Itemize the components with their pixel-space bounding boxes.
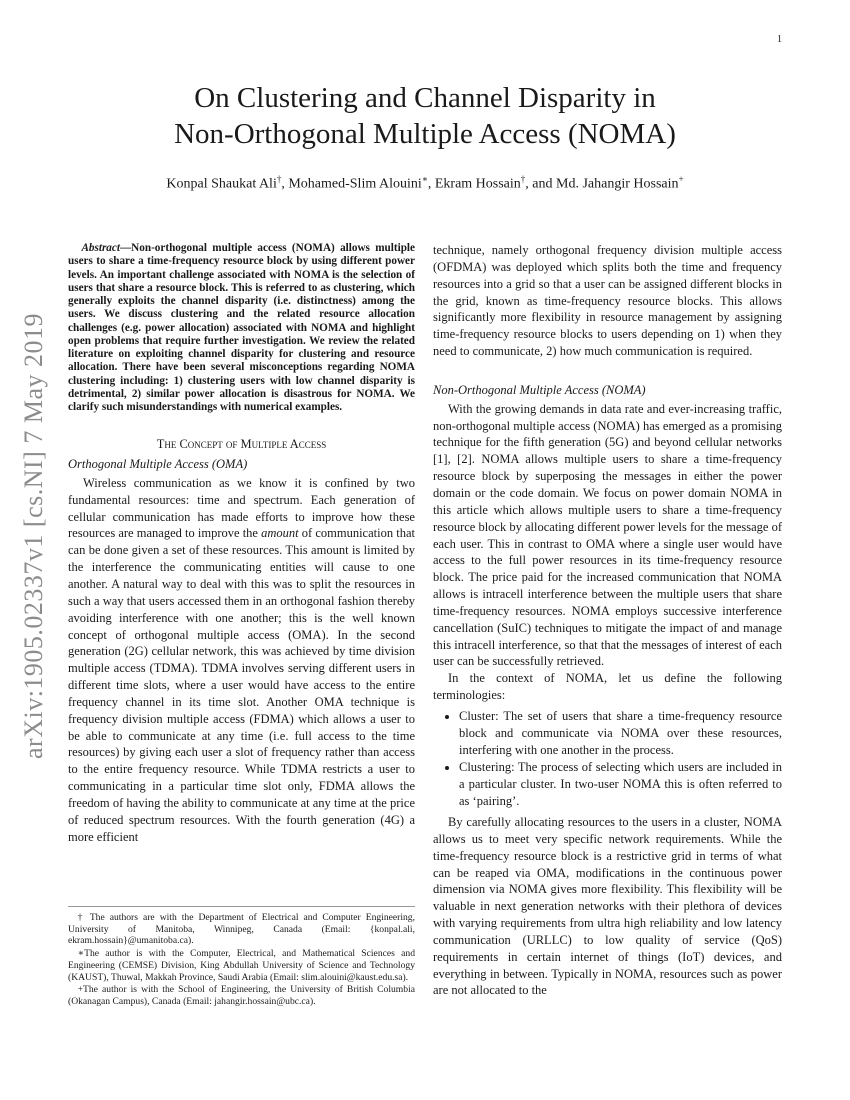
author-name: , Mohamed-Slim Alouini	[281, 176, 422, 192]
author-list	[68, 174, 782, 193]
footnote: ∗The author is with the Computer, Electrical, and Mathematical Sciences and Engineering (CEMSE) Division, King Abdullah University of Science and Technology (KAUST), Thuwal, Makkah Province, Saudi Arabia (Email: slim.alouini@kaust.edu.sa).	[68, 948, 415, 983]
affiliation-mark: ∗	[421, 174, 428, 184]
section-heading: The Concept of Multiple Access	[156, 437, 327, 452]
left-column	[68, 242, 415, 846]
paragraph-oma: Wireless communication as we know it is confined by two fundamental resources: time and spectrum. Each generation of cellular communication has made efforts to improve how these resources are managed to improve the amount of communication that can be done given a set of these resources. This amount is limited by the interference the communicating entities will cause to one another. A natural way to deal with this was to split the resources in such a way that users accessed them in an orthogonal fashion thereby avoiding interference with one another; this is the well known concept of orthogonal multiple access (OMA). In the second generation (2G) cellular network, this was achieved by time division multiple access (TDMA). TDMA involves serving different users in different time slots, where a user would have access to the entire frequency channel in its time slot. Another OMA technique is frequency division multiple access (FDMA) which allows a user to be able to communicate at any time (i.e. full access to the time resources) by giving each user a slot of frequency rather than access to the entire frequency resource. While TDMA restricts a user to communicating in a particular time slot only, FDMA allows the freedom of having the ability to communicate at any time at the price of reduced spectrum resources. With the fourth generation (4G) a more efficient	[68, 475, 415, 844]
subsection-heading-oma: Orthogonal Multiple Access (OMA)	[68, 457, 248, 472]
subsection-heading-noma: Non-Orthogonal Multiple Access (NOMA)	[433, 382, 646, 397]
paragraph-allocation: By carefully allocating resources to the users in a cluster, NOMA allows us to meet very specific network requirements. While the time-frequency resource block is a restrictive grid in terms of what can be reaped via OMA, modifications in the continuous power dimension via NOMA gives more flexibility. This flexibility will be valuable in next generation networks with their plethora of devices with varying requirements from ultra high reliability and low latency communication (URLLC) to low quality of service (QoS) requirements in certain internet of things (IoT) devices, and everything in between. Typically in NOMA, resources such as power are not allocated to the	[433, 815, 782, 998]
footnote: +The author is with the School of Engineering, the University of British Columbia (Okanagan Campus), Canada (Email: jahangir.hossain@ubc.ca).	[68, 984, 415, 1007]
title-line-1: On Clustering and Channel Disparity in	[194, 82, 656, 114]
paper-title	[68, 80, 782, 152]
affiliation-mark: †	[520, 174, 526, 184]
abstract-body: —Non-orthogonal multiple access (NOMA) allows multiple users to share a time-frequency resource block by using different power levels. An important challenge associated with NOMA is the selection of users that share a resource block. This is referred to as clustering, which generally exploits the channel disparity (i.e. distinctness) among the users. We discuss clustering and the related resource allocation challenges (e.g. power allocation) associated with NOMA and highlight open problems that require further investigation. We review the related literature on exploiting channel disparity for clustering and resource allocation. There have been several misconceptions regarding NOMA clustering including: 1) clustering users with low channel disparity is detrimental, 2) similar power allocation is disastrous for NOMA. We clarify such misunderstandings with numerical examples.	[68, 242, 415, 413]
list-item: • Clustering: The process of selecting which users are included in a particular cluster. In two-user NOMA this is often referred to as ‘pairing’.	[459, 759, 782, 810]
author-name: , Ekram Hossain	[427, 176, 521, 192]
paragraph-oma-continued: technique, namely orthogonal frequency division multiple access (OFDMA) was deployed which splits both the time and frequency resources into a grid so that a user can be assigned different blocks in the grid, known as time-frequency resource blocks. This allows significantly more flexibility in resource management by assigning time-frequency resource blocks to users depending on 1) when they need to communicate, 2) how much communication is required.	[433, 243, 782, 359]
title-line-2: Non-Orthogonal Multiple Access (NOMA)	[174, 118, 676, 150]
author-name: Konpal Shaukat Ali	[166, 176, 277, 192]
arxiv-side-stamp	[10, 296, 58, 776]
abstract	[68, 242, 415, 414]
abstract-label: Abstract	[81, 242, 120, 254]
footnote: † The authors are with the Department of Electrical and Computer Engineering, University of Manitoba, Winnipeg, Canada (Email: {konpal.ali, ekram.hossain}@umanitoba.ca).	[68, 912, 415, 947]
emphasis-amount: amount	[261, 526, 299, 541]
terminology-list	[433, 708, 782, 810]
footnotes	[68, 906, 415, 1009]
right-column	[433, 242, 782, 999]
author-name: , and Md. Jahangir Hossain	[525, 176, 679, 192]
affiliation-mark: +	[678, 174, 684, 184]
arxiv-identifier: arXiv:1905.02337v1 [cs.NI] 7 May 2019	[19, 313, 48, 759]
paragraph-terminology: In the context of NOMA, let us define the following terminologies:	[433, 671, 782, 703]
page-number: 1	[777, 34, 782, 45]
paragraph-noma: With the growing demands in data rate and ever-increasing traffic, non-orthogonal multiple access (NOMA) has emerged as a promising technique for the fifth generation (5G) and beyond cellular networks [1], [2]. NOMA allows multiple users to share a time-frequency resource block by superposing the messages in either the power domain or the code domain. We focus on power domain NOMA in this article which allows multiple users to share a time-frequency resource block by allocating different power levels for the message of each user. This in contrast to OMA where a single user would have access to the full power resources in its time-frequency resource block. The price paid for the increased communication that NOMA allows is intracell interference between the multiple users that share time-frequency resources. NOMA employs successive interference cancellation (SuIC) techniques to mitigate the impact of and manage this intracell interference, so that that the messages of interest of each user can be successfully retrieved.	[433, 401, 782, 669]
affiliation-mark: †	[276, 174, 282, 184]
list-item: • Cluster: The set of users that share a time-frequency resource block and communicate via NOMA over these resources, interfering with one another in the process.	[459, 708, 782, 759]
